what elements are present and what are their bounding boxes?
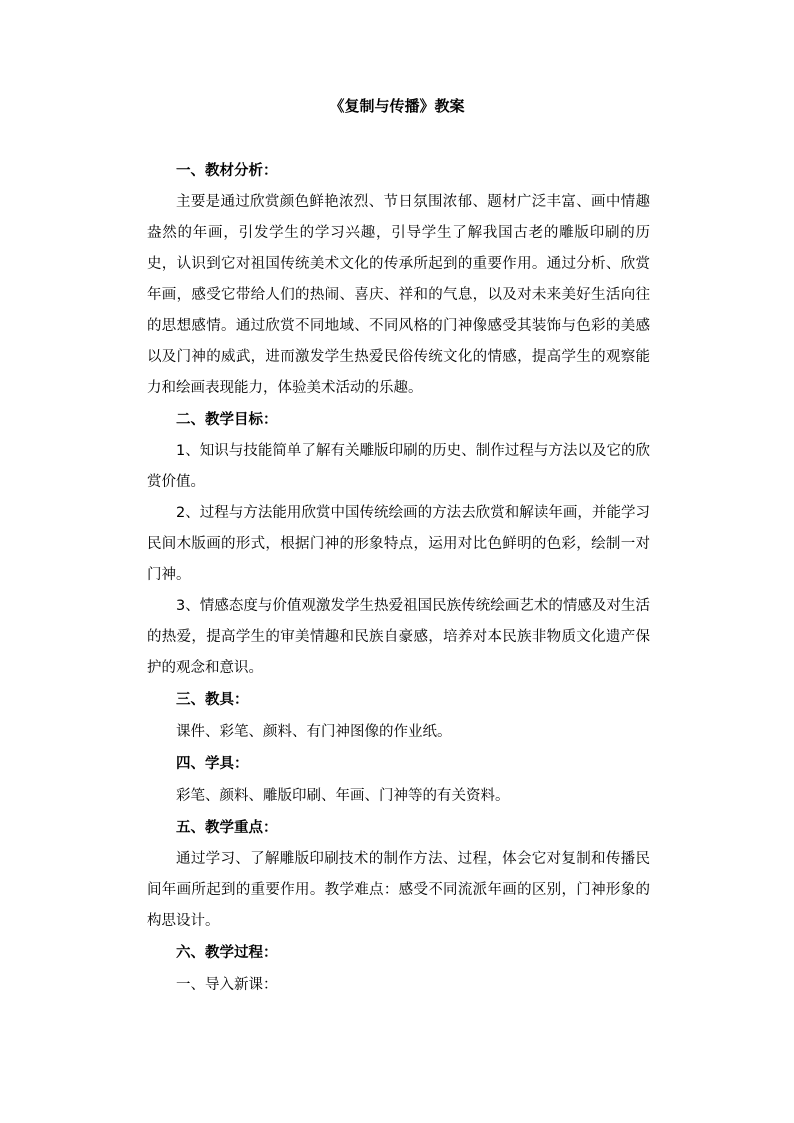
teaching-process-step-intro: 一、导入新课： <box>176 977 278 993</box>
key-points-paragraph: 通过学习、了解雕版印刷技术的制作方法、过程，体会它对复制和传播民间年画所起到的重要作用。教学难点：感受不同流派年画的区别，门神形象的构思设计。 <box>147 851 650 929</box>
document-title: 《复制与传播》教案 <box>329 97 465 115</box>
section-heading-student-materials: 四、学具： <box>176 756 249 772</box>
section-heading-textbook-analysis: 一、教材分析： <box>176 163 278 179</box>
section-heading-teaching-aids: 三、教具： <box>176 692 249 708</box>
goal-item-process: 2、过程与方法能用欣赏中国传统绘画的方法去欣赏和解读年画，并能学习民间木版画的形式，根据门神的形象特点，运用对比色鲜明的色彩，绘制一对门神。 <box>147 505 650 583</box>
document-body <box>147 155 650 1001</box>
section-heading-teaching-goals: 二、教学目标： <box>176 412 278 428</box>
textbook-analysis-paragraph: 主要是通过欣赏颜色鲜艳浓烈、节日氛围浓郁、题材广泛丰富、画中情趣盎然的年画，引发学生的学习兴趣，引导学生了解我国古老的雕版印刷的历史，认识到它对祖国传统美术文化的传承所起到的重要作用。通过分析、欣赏年画，感受它带给人们的热闹、喜庆、祥和的气息，以及对未来美好生活向往的思想感情。通过欣赏不同地域、不同风格的门神像感受其装饰与色彩的美感以及门神的威武，进而激发学生热爱民俗传统文化的情感，提高学生的观察能力和绘画表现能力，体验美术活动的乐趣。 <box>147 194 650 396</box>
section-heading-key-points: 五、教学重点： <box>176 820 278 836</box>
teaching-aids-text: 课件、彩笔、颜料、有门神图像的作业纸。 <box>176 724 452 740</box>
goal-item-attitude: 3、情感态度与价值观激发学生热爱祖国民族传统绘画艺术的情感及对生活的热爱，提高学生的审美情趣和民族自豪感，培养对本民族非物质文化遗产保护的观念和意识。 <box>147 598 650 676</box>
goal-item-knowledge: 1、知识与技能简单了解有关雕版印刷的历史、制作过程与方法以及它的欣赏价值。 <box>147 443 650 490</box>
student-materials-text: 彩笔、颜料、雕版印刷、年画、门神等的有关资料。 <box>176 788 510 804</box>
section-heading-teaching-process: 六、教学过程： <box>176 945 278 961</box>
